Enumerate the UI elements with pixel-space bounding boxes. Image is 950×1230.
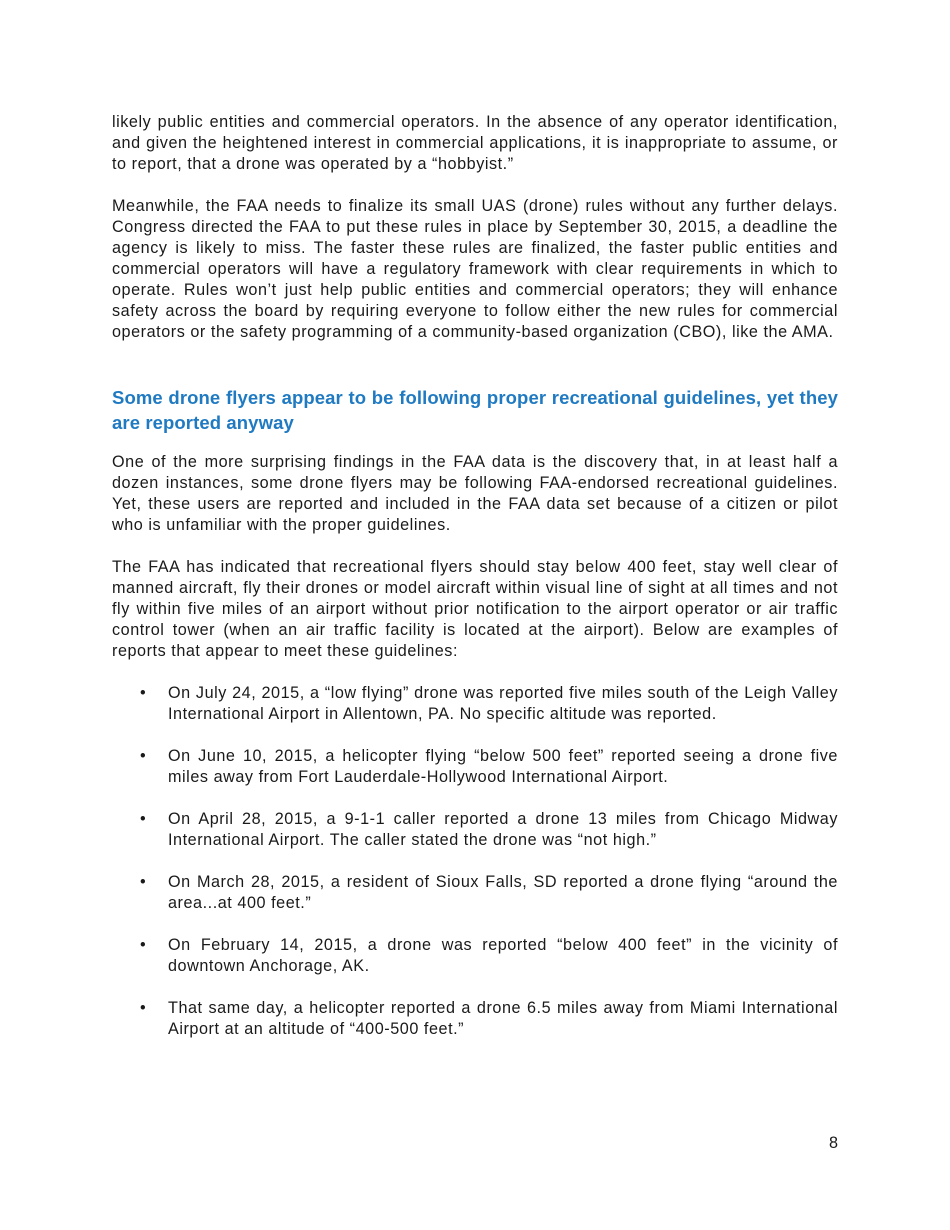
list-item-text: On June 10, 2015, a helicopter flying “below 500 feet” reported seeing a drone five miles away from Fort Lauderdale-Hollywood International Airport. (168, 747, 838, 786)
bullet-icon: • (140, 747, 147, 765)
list-item (112, 998, 838, 1040)
body-paragraph: Meanwhile, the FAA needs to finalize its small UAS (drone) rules without any further delays. Congress directed the FAA to put these rules in place by September 30, 2015, a deadline the agency is likely to miss. The faster these rules are finalized, the faster public entities and commercial operators will have a regulatory framework with clear requirements in which to operate. Rules won’t just help public entities and commercial operators; they will enhance safety across the board by requiring everyone to follow either the new rules for commercial operators or the safety programming of a community-based organization (CBO), like the AMA. (112, 197, 838, 341)
body-paragraph: likely public entities and commercial operators. In the absence of any operator identification, and given the heightened interest in commercial applications, it is inappropriate to assume, or to report, that a drone was operated by a “hobbyist.” (112, 113, 838, 173)
bullet-icon: • (140, 873, 147, 891)
list-item (112, 872, 838, 914)
section-heading: Some drone flyers appear to be following proper recreational guidelines, yet they are reported anyway (112, 387, 838, 433)
body-paragraph: The FAA has indicated that recreational flyers should stay below 400 feet, stay well clear of manned aircraft, fly their drones or model aircraft within visual line of sight at all times and not fly within five miles of an airport without prior notification to the airport operator or air traffic control tower (when an air traffic facility is located at the airport). Below are examples of reports that appear to meet these guidelines: (112, 558, 838, 660)
list-item-text: On March 28, 2015, a resident of Sioux Falls, SD reported a drone flying “around the area...at 400 feet.” (168, 873, 838, 912)
bullet-icon: • (140, 999, 147, 1017)
list-item (112, 809, 838, 851)
body-paragraph: One of the more surprising findings in the FAA data is the discovery that, in at least half a dozen instances, some drone flyers may be following FAA-endorsed recreational guidelines. Yet, these users are reported and included in the FAA data set because of a citizen or pilot who is unfamiliar with the proper guidelines. (112, 453, 838, 534)
document-page (112, 112, 838, 1061)
list-item-text: On July 24, 2015, a “low flying” drone was reported five miles south of the Leigh Valley International Airport in Allentown, PA. No specific altitude was reported. (168, 684, 838, 723)
bullet-icon: • (140, 936, 147, 954)
examples-bullet-list (112, 683, 838, 1040)
bullet-icon: • (140, 810, 147, 828)
list-item-text: That same day, a helicopter reported a drone 6.5 miles away from Miami International Airport at an altitude of “400-500 feet.” (168, 999, 838, 1038)
list-item (112, 935, 838, 977)
list-item (112, 746, 838, 788)
list-item-text: On February 14, 2015, a drone was reported “below 400 feet” in the vicinity of downtown Anchorage, AK. (168, 936, 838, 975)
page-number: 8 (828, 1134, 838, 1152)
list-item (112, 683, 838, 725)
list-item-text: On April 28, 2015, a 9-1-1 caller reported a drone 13 miles from Chicago Midway International Airport. The caller stated the drone was “not high.” (168, 810, 838, 849)
bullet-icon: • (140, 684, 147, 702)
